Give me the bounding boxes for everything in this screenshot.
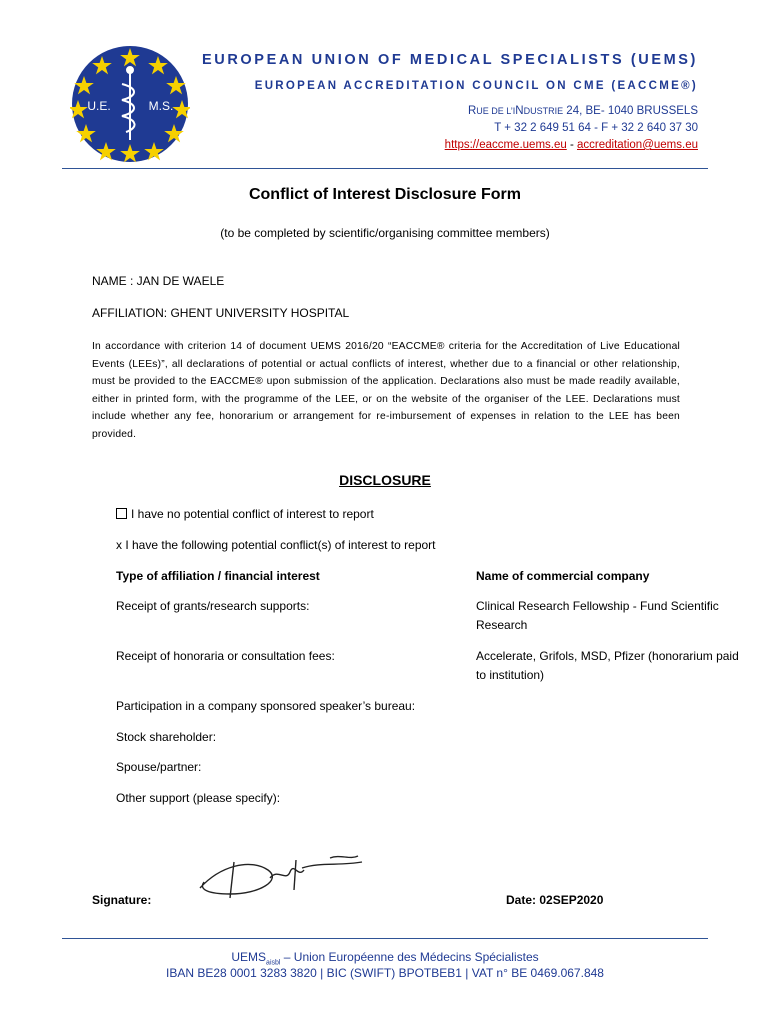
criteria-paragraph: In accordance with criterion 14 of document UEMS 2016/20 “EACCME® criteria for the Accreditation of Live Educational Events (LEEs)”, all declarations of potential or actual conflicts of interest, whether due to a financial or other relationship, must be provided to the EACCME® upon submission of the application. Declarations also must be made readily available, either in printed form, with the programme of the LEE, or on the website of the organiser of the LEE. Declarations must include whether any fee, honorarium or arrangement for re-imbursement of expenses in relation to the LEE has been provided. xyxy=(92,341,680,440)
link-separator: - xyxy=(566,139,577,151)
footer-org xyxy=(0,950,770,966)
row-company: Clinical Research Fellowship - Fund Scientific Research xyxy=(476,599,719,632)
email-link[interactable]: accreditation@uems.eu xyxy=(577,139,698,151)
address-part: N xyxy=(515,105,524,117)
footer-divider xyxy=(62,938,708,939)
row-type: Receipt of grants/research supports: xyxy=(116,599,310,613)
row-type: Receipt of honoraria or consultation fees: xyxy=(116,649,335,663)
option-no-conflict-label: I have no potential conflict of interest to report xyxy=(131,507,374,521)
address-part: 24, BE- 1040 BRUSSELS xyxy=(563,105,698,117)
footer-org-name: UEMS xyxy=(231,950,267,964)
option-has-conflict[interactable]: x I have the following potential conflict(s) of interest to report xyxy=(116,538,436,552)
org-phone: T + 32 2 649 51 64 - F + 32 2 640 37 30 xyxy=(494,122,698,134)
affiliation-field: AFFILIATION: GHENT UNIVERSITY HOSPITAL xyxy=(92,306,350,320)
row-type: Other support (please specify): xyxy=(116,791,281,805)
disclosure-heading: DISCLOSURE xyxy=(339,472,431,488)
footer-org-suffix: aisbl xyxy=(266,959,281,967)
footer-org-rest: – Union Européenne des Médecins Spécialistes xyxy=(280,950,539,964)
logo-text-right: M.S. xyxy=(148,99,174,113)
org-links xyxy=(300,139,698,151)
checkbox-icon[interactable] xyxy=(116,508,127,519)
column-header-type: Type of affiliation / financial interest xyxy=(116,569,320,583)
row-type: Stock shareholder: xyxy=(116,730,217,744)
org-subtitle: EUROPEAN ACCREDITATION COUNCIL ON CME (EACCME®) xyxy=(254,80,698,92)
org-address xyxy=(300,105,698,117)
logo-text-left: U.E. xyxy=(87,99,111,113)
row-type: Participation in a company sponsored speaker’s bureau: xyxy=(116,699,416,713)
address-part: UE DE L’I xyxy=(476,106,516,116)
address-part: DUSTRIE xyxy=(523,106,564,116)
row-company: Accelerate, Grifols, MSD, Pfizer (honorarium paid to institution) xyxy=(476,649,739,682)
handwritten-signature xyxy=(190,848,370,903)
form-subtitle: (to be completed by scientific/organising committee members) xyxy=(220,226,550,240)
uems-logo xyxy=(70,44,190,164)
signature-label: Signature: xyxy=(92,893,152,907)
org-title: EUROPEAN UNION OF MEDICAL SPECIALISTS (UEMS) xyxy=(202,52,698,68)
name-field: NAME : JAN DE WAELE xyxy=(92,274,225,288)
website-link[interactable]: https://eaccme.uems.eu xyxy=(444,139,567,151)
option-no-conflict[interactable] xyxy=(116,507,374,521)
form-title: Conflict of Interest Disclosure Form xyxy=(248,186,522,203)
address-part: R xyxy=(467,105,477,117)
column-header-company: Name of commercial company xyxy=(476,569,650,583)
footer-bank-details: IBAN BE28 0001 3283 3820 | BIC (SWIFT) BPOTBEB1 | VAT n° BE 0469.067.848 xyxy=(166,966,604,980)
header-divider xyxy=(62,168,708,169)
row-type: Spouse/partner: xyxy=(116,760,202,774)
date-field: Date: 02SEP2020 xyxy=(506,893,604,907)
